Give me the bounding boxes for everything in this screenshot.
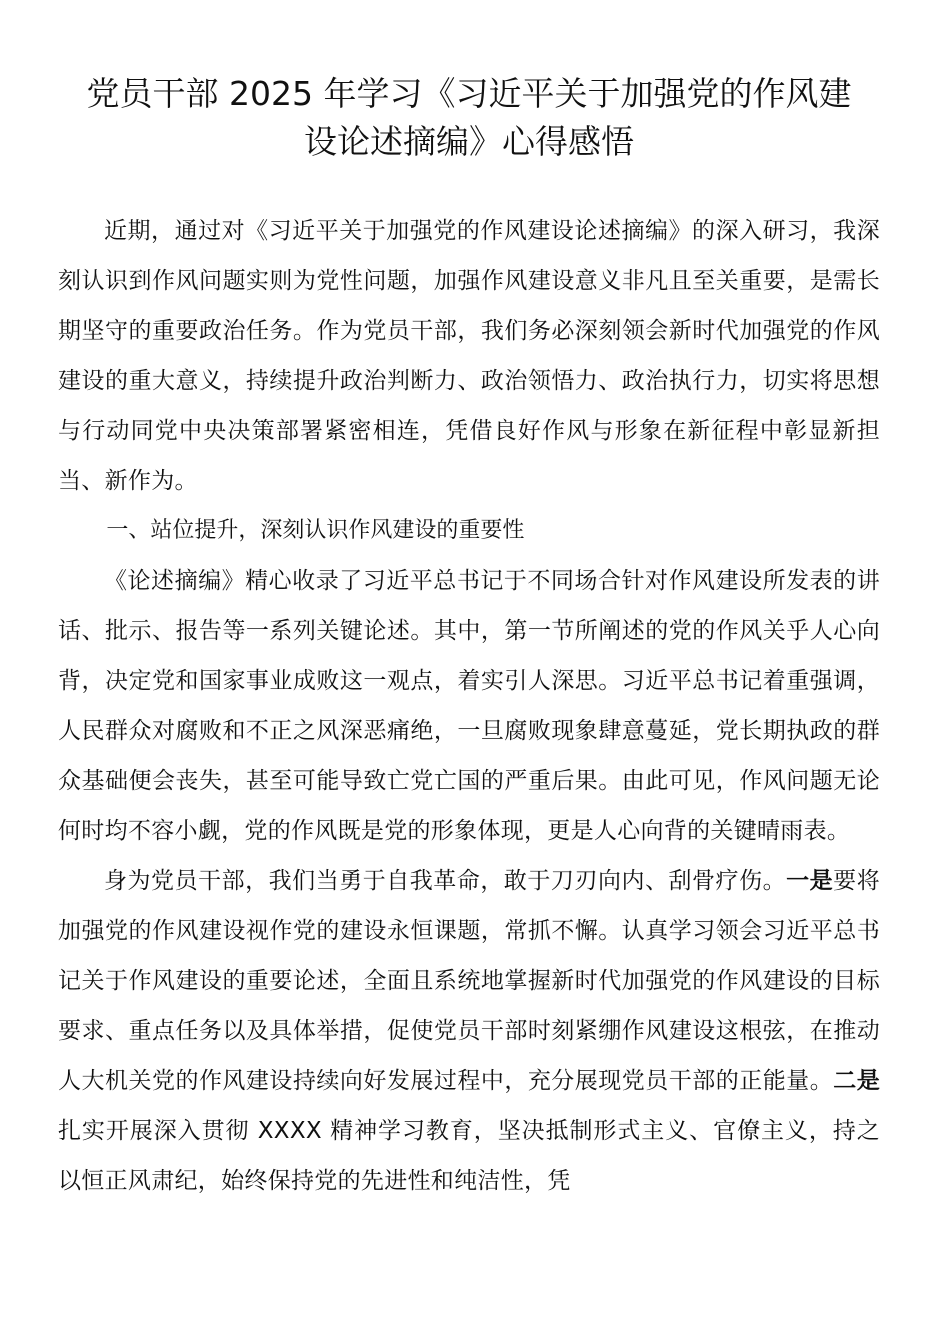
title-line-1: 党员干部 2025 年学习《习近平关于加强党的作风建 bbox=[86, 74, 852, 113]
paragraph-3 bbox=[58, 856, 880, 1206]
paragraph-3-text-e: 扎实开展深入贯彻 XXXX 精神学习教育，坚决抵制形式主义、官僚主义，持之以恒正风肃纪，始终保持党的先进性和纯洁性，凭 bbox=[58, 1118, 880, 1194]
section-heading-1: 一、站位提升，深刻认识作风建设的重要性 bbox=[106, 518, 525, 543]
paragraph-2: 《论述摘编》精心收录了习近平总书记于不同场合针对作风建设所发表的讲话、批示、报告等一系列关键论述。其中，第一节所阐述的党的作风关乎人心向背，决定党和国家事业成败这一观点，着实引人深思。习近平总书记着重强调，人民群众对腐败和不正之风深恶痛绝，一旦腐败现象肆意蔓延，党长期执政的群众基础便会丧失，甚至可能导致亡党亡国的严重后果。由此可见，作风问题无论何时均不容小觑，党的作风既是党的形象体现，更是人心向背的关键晴雨表。 bbox=[58, 568, 880, 844]
document-title bbox=[58, 70, 880, 166]
paragraph-3-text-c: 要将加强党的作风建设视作党的建设永恒课题，常抓不懈。认真学习领会习近平总书记关于作风建设的重要论述，全面且系统地掌握新时代加强党的作风建设的目标要求、重点任务以及具体举措，促使党员干部时刻紧绷作风建设这根弦，在推动人大机关党的作风建设持续向好发展过程中，充分展现党员干部的正能量。 bbox=[58, 868, 880, 1094]
point-one-label: 一是 bbox=[786, 868, 834, 894]
title-line-2: 设论述摘编》心得感悟 bbox=[304, 122, 634, 161]
paragraph-3-text-a: 身为党员干部，我们当勇于自我革命，敢于刀刃向内、刮骨疗伤。 bbox=[104, 868, 787, 894]
document-body bbox=[58, 206, 880, 1206]
point-two-label: 二是 bbox=[833, 1068, 880, 1094]
intro-paragraph: 近期，通过对《习近平关于加强党的作风建设论述摘编》的深入研习，我深刻认识到作风问题实则为党性问题，加强作风建设意义非凡且至关重要，是需长期坚守的重要政治任务。作为党员干部，我们务必深刻领会新时代加强党的作风建设的重大意义，持续提升政治判断力、政治领悟力、政治执行力，切实将思想与行动同党中央决策部署紧密相连，凭借良好作风与形象在新征程中彰显新担当、新作为。 bbox=[58, 218, 880, 494]
